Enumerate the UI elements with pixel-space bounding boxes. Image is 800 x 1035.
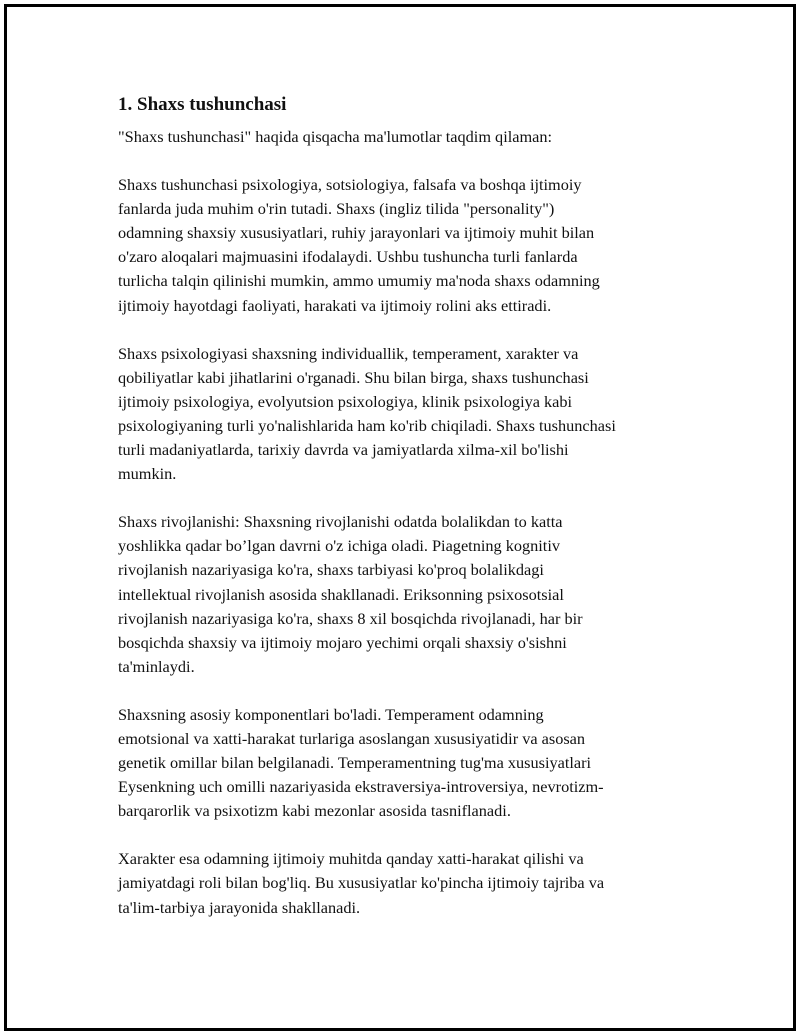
text-line: Shaxs rivojlanishi: Shaxsning rivojlanishi odatda bolalikdan to katta	[118, 512, 563, 532]
document-body	[118, 92, 678, 944]
psychology-paragraph	[118, 342, 678, 487]
text-line: Shaxsning asosiy komponentlari bo'ladi. Temperament odamning	[118, 704, 544, 724]
text-line: ijtimoiy hayotdagi faoliyati, harakati va ijtimoiy rolini aks ettiradi.	[118, 295, 552, 315]
definition-paragraph	[118, 173, 678, 318]
text-line: fanlarda juda muhim o'rin tutadi. Shaxs (ingliz tilida "personality")	[118, 199, 555, 219]
text-line: o'zaro aloqalari majmuasini ifodalaydi. Ushbu tushuncha turli fanlarda	[118, 247, 578, 267]
text-line: Eysenkning uch omilli nazariyasida ekstraversiya-introversiya, nevrotizm-	[118, 777, 604, 797]
intro-paragraph	[118, 125, 678, 149]
text-line: odamning shaxsiy xususiyatlari, ruhiy jarayonlari va ijtimoiy muhit bilan	[118, 223, 595, 243]
text-line: turli madaniyatlarda, tarixiy davrda va jamiyatlarda xilma-xil bo'lishi	[118, 440, 569, 460]
text-line: bosqichda shaxsiy va ijtimoiy mojaro yechimi orqali shaxsiy o'sishni	[118, 632, 567, 652]
text-line: genetik omillar bilan belgilanadi. Temperamentning tug'ma xususiyatlari	[118, 753, 592, 773]
text-line: mumkin.	[118, 464, 177, 484]
components-paragraph	[118, 703, 678, 823]
character-paragraph	[118, 847, 678, 919]
text-line: psixologiyaning turli yo'nalishlarida ham ko'rib chiqiladi. Shaxs tushunchasi	[118, 415, 616, 435]
text-line: ta'lim-tarbiya jarayonida shakllanadi.	[118, 897, 361, 917]
text-line: Shaxs psixologiyasi shaxsning individuallik, temperament, xarakter va	[118, 343, 579, 363]
text-line: ijtimoiy psixologiya, evolyutsion psixologiya, klinik psixologiya kabi	[118, 391, 573, 411]
text-line: ta'minlaydi.	[118, 656, 195, 676]
text-line: yoshlikka qadar bo’lgan davrni o'z ichiga oladi. Piagetning kognitiv	[118, 536, 560, 556]
text-line: rivojlanish nazariyasiga ko'ra, shaxs tarbiyasi ko'proq bolalikdagi	[118, 560, 544, 580]
text-line: Xarakter esa odamning ijtimoiy muhitda qanday xatti-harakat qilishi va	[118, 849, 584, 869]
section-heading: 1. Shaxs tushunchasi	[118, 94, 287, 115]
text-line: qobiliyatlar kabi jihatlarini o'rganadi. Shu bilan birga, shaxs tushunchasi	[118, 367, 589, 387]
text-line: barqarorlik va psixotizm kabi mezonlar asosida tasniflanadi.	[118, 801, 511, 821]
text-line: emotsional va xatti-harakat turlariga asoslangan xususiyatidir va asosan	[118, 728, 586, 748]
text-line: rivojlanish nazariyasiga ko'ra, shaxs 8 xil bosqichda rivojlanadi, har bir	[118, 608, 583, 628]
development-paragraph	[118, 510, 678, 679]
text-line: intellektual rivojlanish asosida shakllanadi. Eriksonning psixosotsial	[118, 584, 564, 604]
text-line: Shaxs tushunchasi psixologiya, sotsiologiya, falsafa va boshqa ijtimoiy	[118, 175, 582, 195]
text-line: turlicha talqin qilinishi mumkin, ammo umumiy ma'noda shaxs odamning	[118, 271, 600, 291]
text-line: jamiyatdagi roli bilan bog'liq. Bu xususiyatlar ko'pincha ijtimoiy tajriba va	[118, 873, 605, 893]
text-line: "Shaxs tushunchasi" haqida qisqacha ma'lumotlar taqdim qilaman:	[118, 127, 553, 146]
